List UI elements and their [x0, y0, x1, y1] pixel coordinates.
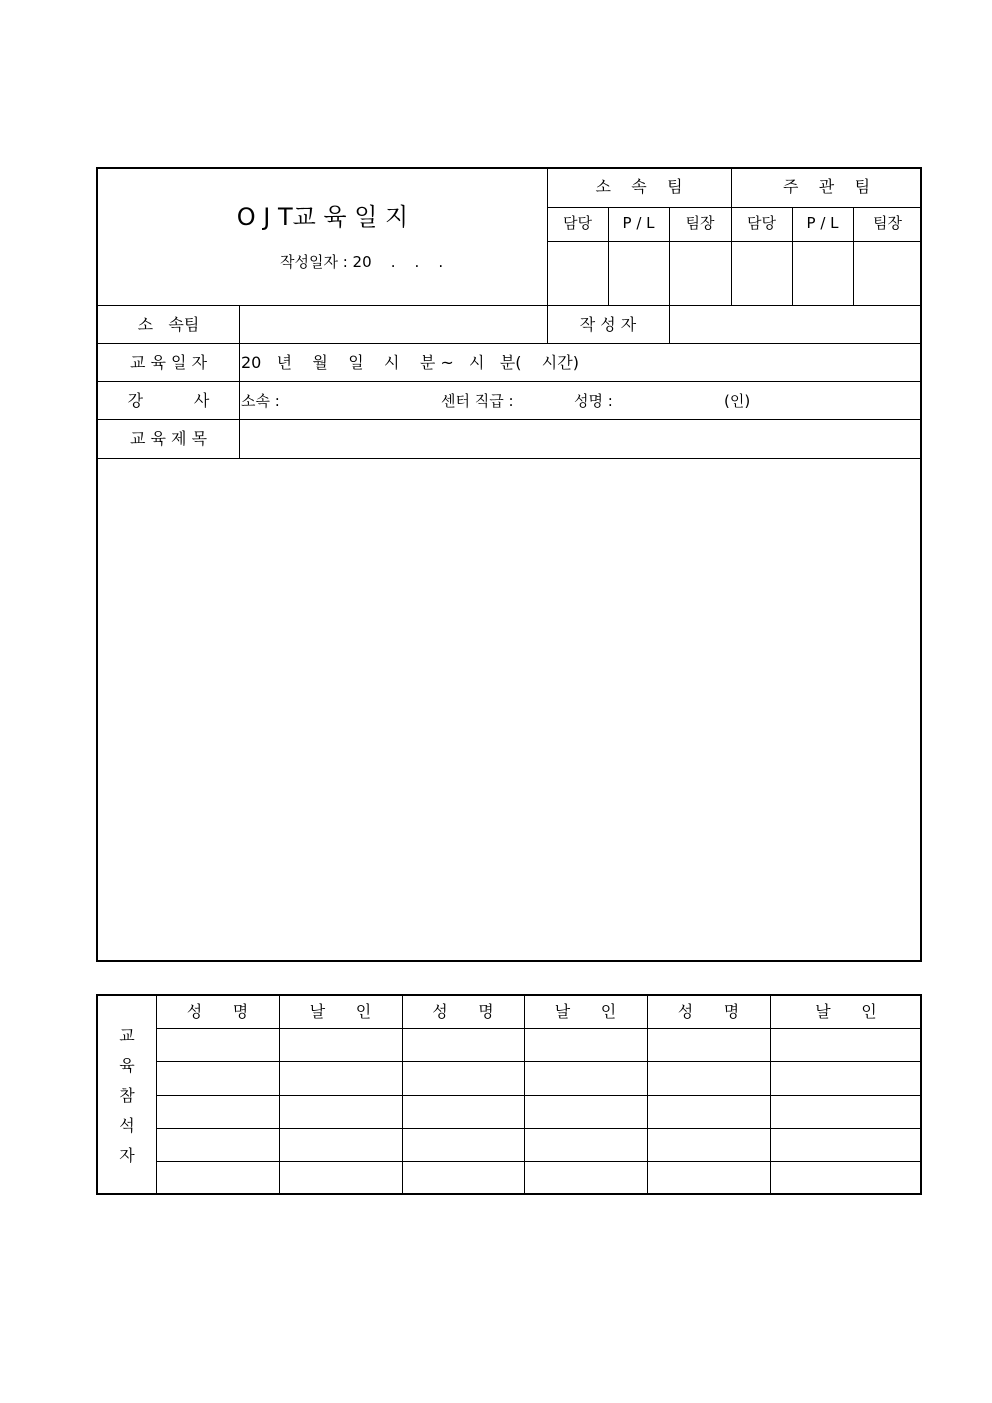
attendees-side-label-3: 참: [119, 1086, 135, 1105]
instructor-label: 강 사: [127, 391, 210, 410]
instructor-seal-label: (인): [724, 392, 751, 410]
approval-signature-box[interactable]: [670, 242, 731, 305]
attendees-header-seal: 날 인: [554, 1002, 617, 1021]
attendees-header-name: 성 명: [677, 1002, 740, 1021]
form-title: O J T교 육 일 지: [236, 203, 409, 231]
attendees-side-label-2: 육: [119, 1056, 135, 1075]
attendees-table: [96, 994, 922, 1195]
attendees-header-seal: 날 인: [309, 1002, 372, 1021]
attendees-row-divider: [156, 1128, 922, 1129]
attendees-row-divider: [156, 1161, 922, 1162]
author-field[interactable]: [670, 306, 922, 343]
row-divider-2: [98, 343, 922, 344]
approval-role-6: 팀장: [873, 214, 902, 232]
author-label: 작 성 자: [579, 315, 637, 334]
attendees-header-seal: 날 인: [815, 1002, 877, 1021]
approval-divider-1: [548, 207, 922, 208]
approval-signature-box[interactable]: [732, 242, 792, 305]
attendees-side-label-5: 자: [119, 1146, 135, 1165]
written-date: 작성일자 : 20 . . .: [280, 253, 444, 271]
instructor-affiliation-label: 소속 :: [241, 392, 280, 410]
approval-signature-box[interactable]: [854, 242, 922, 305]
attendees-side-label-4: 석: [119, 1116, 135, 1135]
education-subject-field[interactable]: [240, 420, 922, 458]
approval-role-3: 팀장: [685, 214, 715, 232]
approval-role-5: P / L: [806, 214, 839, 232]
instructor-center-rank-label: 센터 직급 :: [441, 392, 514, 410]
attendees-row-divider: [156, 1028, 922, 1029]
approval-role-1: 담당: [563, 214, 592, 232]
education-subject-label: 교 육 제 목: [129, 429, 208, 448]
team-field[interactable]: [240, 306, 547, 343]
attendees-side-label-1: 교: [119, 1026, 135, 1045]
approval-signature-box[interactable]: [548, 242, 608, 305]
attendees-row-divider: [156, 1061, 922, 1062]
ojt-form: [96, 167, 922, 962]
approval-group-affiliated-team: 소 속 팀: [595, 177, 683, 196]
education-date-label: 교 육 일 자: [129, 353, 208, 372]
education-content-area[interactable]: [98, 459, 922, 962]
team-label: 소 속팀: [137, 315, 200, 334]
approval-signature-box[interactable]: [793, 242, 853, 305]
approval-role-4: 담당: [747, 214, 776, 232]
approval-role-2: P / L: [622, 214, 655, 232]
education-date-value[interactable]: 20 년 월 일 시 분 ~ 시 분( 시간): [241, 353, 579, 372]
instructor-name-label: 성명 :: [574, 392, 613, 410]
approval-signature-box[interactable]: [609, 242, 669, 305]
approval-group-host-team: 주 관 팀: [782, 177, 871, 196]
attendees-row-divider: [156, 1095, 922, 1096]
attendees-header-name: 성 명: [432, 1002, 494, 1021]
row-divider-3: [98, 381, 922, 382]
attendees-header-name: 성 명: [186, 1002, 249, 1021]
